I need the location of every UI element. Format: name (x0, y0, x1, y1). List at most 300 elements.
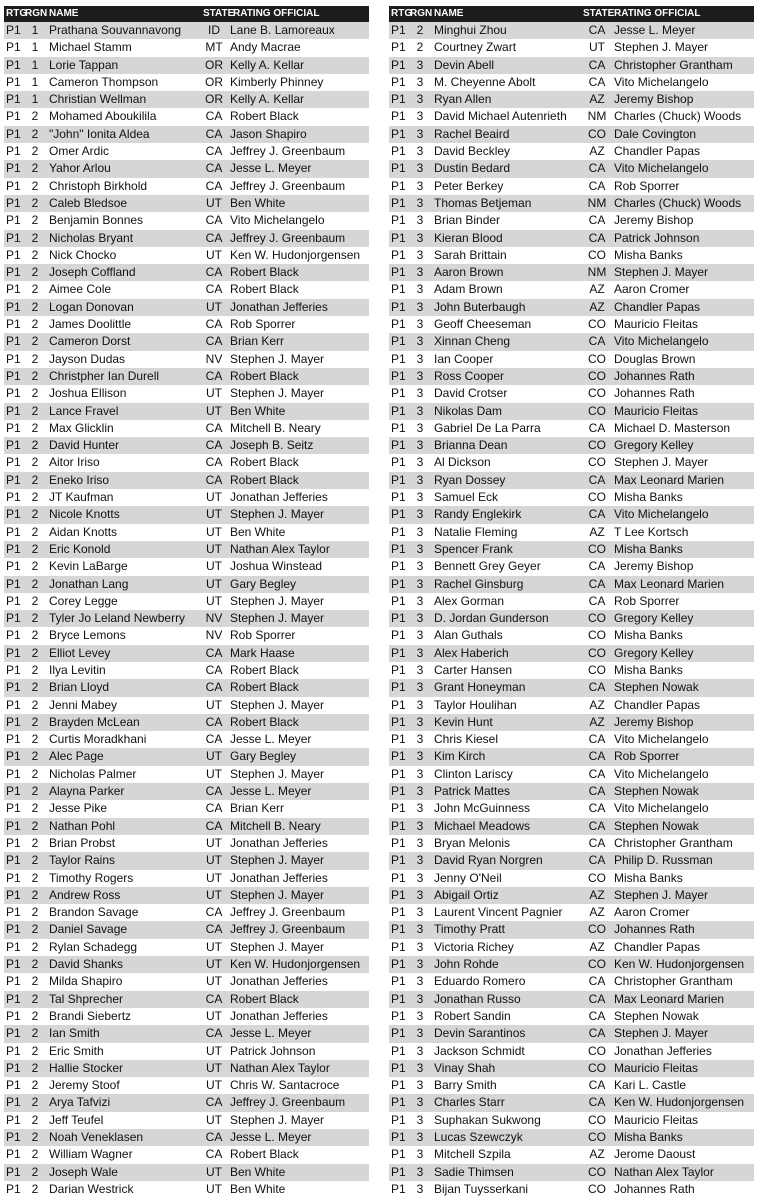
cell-state: CA (588, 23, 606, 37)
cell-name: Alex Haberich (434, 645, 509, 660)
cell-region: 3 (416, 541, 424, 556)
cell-official: Jesse L. Meyer (230, 161, 312, 176)
cell-rating: P1 (6, 714, 21, 729)
cell-rating: P1 (391, 714, 406, 729)
cell-region: 2 (31, 1078, 39, 1093)
cell-region: 2 (31, 1181, 39, 1196)
cell-rating: P1 (6, 265, 21, 280)
cell-rating: P1 (6, 109, 21, 124)
cell-region: 2 (31, 559, 39, 574)
cell-region: 1 (31, 23, 39, 37)
cell-state: UT (206, 593, 222, 608)
cell-name: Daniel Savage (49, 922, 128, 937)
cell-region: 2 (31, 1060, 39, 1075)
table-row (389, 852, 754, 869)
table-row (389, 956, 754, 973)
table-row (389, 1181, 754, 1198)
table-row (4, 39, 369, 56)
cell-region: 3 (416, 714, 424, 729)
cell-state: CA (205, 680, 223, 695)
table-row (389, 1164, 754, 1181)
cell-name: Arya Tafvizi (49, 1095, 111, 1110)
left-column (4, 6, 369, 1198)
cell-state: CA (588, 732, 606, 747)
cell-region: 3 (416, 1060, 424, 1075)
cell-official: Stephen J. Mayer (230, 939, 325, 954)
table-row (389, 1008, 754, 1025)
cell-rating: P1 (391, 1026, 406, 1041)
cell-region: 3 (416, 230, 424, 245)
cell-region: 3 (416, 1026, 424, 1041)
cell-state: NM (587, 195, 607, 210)
cell-name: Eduardo Romero (434, 974, 526, 989)
cell-name: Milda Shapiro (49, 974, 123, 989)
cell-official: Chandler Papas (614, 697, 701, 712)
cell-region: 2 (31, 974, 39, 989)
left-rows (4, 22, 369, 1198)
cell-rating: P1 (391, 92, 406, 107)
cell-state: CA (205, 645, 223, 660)
cell-name: Jeremy Stoof (49, 1078, 120, 1093)
cell-name: Grant Honeyman (434, 680, 526, 695)
cell-rating: P1 (6, 213, 21, 228)
cell-name: Nicholas Palmer (49, 766, 137, 781)
cell-state: CA (588, 74, 606, 89)
cell-official: Jonathan Jefferies (230, 490, 328, 505)
cell-state: CA (588, 576, 606, 591)
cell-rating: P1 (391, 1078, 406, 1093)
cell-name: Lorie Tappan (49, 57, 119, 72)
cell-name: D. Jordan Gunderson (434, 611, 549, 626)
right-rows (389, 22, 754, 1198)
cell-region: 1 (31, 57, 39, 72)
cell-rating: P1 (6, 611, 21, 626)
cell-rating: P1 (391, 939, 406, 954)
cell-state: CO (588, 386, 606, 401)
cell-name: Tyler Jo Leland Newberry (49, 611, 186, 626)
table-row (389, 489, 754, 506)
cell-name: Kevin Hunt (434, 714, 493, 729)
cell-official: Jeffrey J. Greenbaum (230, 922, 346, 937)
cell-name: Aitor Iriso (49, 455, 100, 470)
cell-rating: P1 (391, 541, 406, 556)
cell-state: CO (588, 455, 606, 470)
table-header (4, 6, 369, 22)
table-row (389, 160, 754, 177)
cell-name: Barry Smith (434, 1078, 497, 1093)
cell-rating: P1 (6, 835, 21, 850)
cell-name: Max Glicklin (49, 420, 114, 435)
cell-name: Caleb Bledsoe (49, 195, 128, 210)
table-row (389, 57, 754, 74)
cell-region: 1 (31, 74, 39, 89)
cell-official: Jason Shapiro (230, 126, 307, 141)
cell-state: CA (588, 1008, 606, 1023)
cell-state: CA (205, 317, 223, 332)
cell-region: 2 (31, 420, 39, 435)
cell-name: Logan Donovan (49, 299, 134, 314)
cell-official: Ken W. Hudonjorgensen (230, 957, 361, 972)
cell-official: Vito Michelangelo (614, 766, 709, 781)
cell-state: AZ (589, 282, 605, 297)
cell-rating: P1 (6, 541, 21, 556)
cell-rating: P1 (391, 161, 406, 176)
cell-name: Lucas Szewczyk (434, 1130, 523, 1144)
cell-state: AZ (589, 697, 605, 712)
cell-official: Misha Banks (614, 1130, 683, 1144)
cell-rating: P1 (6, 732, 21, 747)
cell-state: CA (205, 662, 223, 677)
cell-official: Rob Sporrer (614, 593, 680, 608)
cell-official: Mark Haase (230, 645, 295, 660)
cell-state: CA (205, 178, 223, 193)
cell-name: Brandon Savage (49, 905, 139, 920)
cell-state: CA (588, 559, 606, 574)
cell-region: 2 (31, 230, 39, 245)
cell-region: 2 (31, 386, 39, 401)
cell-state: CA (205, 991, 223, 1006)
cell-official: Misha Banks (614, 628, 683, 643)
cell-official: Patrick Johnson (614, 230, 700, 245)
table-row (4, 800, 369, 817)
cell-region: 3 (416, 1008, 424, 1023)
cell-state: CA (588, 57, 606, 72)
cell-rating: P1 (391, 784, 406, 799)
cell-name: Darian Westrick (49, 1181, 134, 1196)
table-row (389, 1129, 754, 1146)
cell-rating: P1 (391, 559, 406, 574)
cell-official: Chandler Papas (614, 939, 701, 954)
cell-rating: P1 (391, 922, 406, 937)
cell-official: Robert Black (230, 455, 299, 470)
cell-region: 3 (416, 161, 424, 176)
cell-name: Nathan Pohl (49, 818, 116, 833)
cell-state: CO (588, 628, 606, 643)
table-row (389, 593, 754, 610)
cell-name: Eric Smith (49, 1043, 104, 1058)
cell-state: CA (588, 334, 606, 349)
cell-official: Charles (Chuck) Woods (614, 195, 742, 210)
table-row (4, 887, 369, 904)
cell-official: Jesse L. Meyer (230, 732, 312, 747)
cell-region: 2 (31, 126, 39, 141)
cell-rating: P1 (6, 628, 21, 643)
cell-region: 2 (31, 455, 39, 470)
cell-name: Ryan Dossey (434, 472, 506, 487)
table-row (389, 800, 754, 817)
cell-region: 2 (31, 1008, 39, 1023)
table-row (389, 385, 754, 402)
cell-state: CA (205, 472, 223, 487)
cell-region: 3 (416, 126, 424, 141)
cell-rating: P1 (391, 438, 406, 453)
cell-rating: P1 (391, 749, 406, 764)
cell-name: John Buterbaugh (434, 299, 526, 314)
cell-rating: P1 (391, 835, 406, 850)
cell-region: 2 (31, 662, 39, 677)
cell-state: CA (205, 1130, 223, 1144)
cell-state: CA (205, 144, 223, 159)
table-row (389, 679, 754, 696)
cell-state: CO (588, 645, 606, 660)
cell-rating: P1 (391, 230, 406, 245)
cell-rating: P1 (391, 662, 406, 677)
cell-rating: P1 (6, 559, 21, 574)
table-row (4, 368, 369, 385)
right-column (389, 6, 754, 1198)
cell-official: Stephen J. Mayer (230, 853, 325, 868)
cell-name: Mitchell Szpila (434, 1147, 511, 1162)
cell-region: 3 (416, 749, 424, 764)
cell-region: 3 (416, 870, 424, 885)
cell-region: 2 (31, 438, 39, 453)
cell-name: James Doolittle (49, 317, 132, 332)
cell-name: David Shanks (49, 957, 124, 972)
cell-official: Vito Michelangelo (614, 732, 709, 747)
cell-official: Jeremy Bishop (614, 559, 694, 574)
cell-name: Sadie Thimsen (434, 1164, 514, 1179)
table-row (4, 697, 369, 714)
cell-name: Christpher Ian Durell (49, 368, 160, 383)
header-official: RATING OFFICIAL (233, 8, 320, 19)
cell-official: Robert Black (230, 1147, 299, 1162)
cell-name: Rachel Beaird (434, 126, 510, 141)
table-row (4, 74, 369, 91)
table-row (4, 627, 369, 644)
table-row (4, 489, 369, 506)
cell-state: CA (588, 1026, 606, 1041)
cell-state: CA (205, 282, 223, 297)
cell-official: Stephen Nowak (614, 784, 699, 799)
cell-region: 2 (31, 368, 39, 383)
cell-state: CA (205, 732, 223, 747)
cell-name: Jayson Dudas (49, 351, 126, 366)
cell-region: 2 (31, 247, 39, 262)
cell-rating: P1 (6, 1130, 21, 1144)
table-row (389, 333, 754, 350)
table-row (389, 230, 754, 247)
cell-official: Andy Macrae (230, 40, 301, 55)
cell-rating: P1 (391, 801, 406, 816)
cell-name: Christian Wellman (49, 92, 147, 107)
table-row (4, 1025, 369, 1042)
cell-name: Brian Binder (434, 213, 501, 228)
cell-official: Stephen J. Mayer (614, 1026, 709, 1041)
cell-state: CA (205, 1095, 223, 1110)
cell-rating: P1 (6, 1078, 21, 1093)
cell-rating: P1 (391, 1147, 406, 1162)
cell-official: Ben White (230, 1181, 286, 1196)
cell-official: Misha Banks (614, 490, 683, 505)
cell-rating: P1 (6, 1026, 21, 1041)
table-row (4, 195, 369, 212)
table-row (4, 299, 369, 316)
cell-rating: P1 (391, 1181, 406, 1196)
table-row (4, 281, 369, 298)
cell-state: AZ (589, 299, 605, 314)
table-row (389, 697, 754, 714)
cell-state: CO (588, 438, 606, 453)
cell-region: 2 (31, 732, 39, 747)
cell-official: Johannes Rath (614, 922, 695, 937)
cell-rating: P1 (391, 1164, 406, 1179)
cell-state: OR (205, 92, 223, 107)
cell-rating: P1 (391, 317, 406, 332)
cell-name: Jonathan Lang (49, 576, 129, 591)
cell-name: Timothy Pratt (434, 922, 505, 937)
cell-official: Jesse L. Meyer (230, 1130, 312, 1144)
table-row (4, 921, 369, 938)
cell-official: Stephen Nowak (614, 1008, 699, 1023)
table-row (389, 39, 754, 56)
cell-state: UT (206, 386, 222, 401)
cell-region: 3 (416, 1164, 424, 1179)
cell-region: 2 (31, 818, 39, 833)
cell-official: Jonathan Jefferies (230, 1008, 328, 1023)
cell-region: 2 (31, 472, 39, 487)
cell-official: Mauricio Fleitas (614, 1112, 699, 1127)
cell-region: 2 (31, 922, 39, 937)
cell-name: Jenny O'Neil (434, 870, 502, 885)
cell-name: JT Kaufman (49, 490, 114, 505)
cell-rating: P1 (391, 1112, 406, 1127)
table-row (389, 835, 754, 852)
cell-rating: P1 (391, 974, 406, 989)
table-row (4, 1112, 369, 1129)
cell-official: Vito Michelangelo (614, 74, 709, 89)
cell-name: Brianna Dean (434, 438, 508, 453)
cell-rating: P1 (6, 991, 21, 1006)
cell-region: 3 (416, 403, 424, 418)
cell-official: Robert Black (230, 282, 299, 297)
cell-region: 3 (416, 922, 424, 937)
cell-region: 3 (416, 1147, 424, 1162)
cell-rating: P1 (6, 593, 21, 608)
cell-rating: P1 (391, 368, 406, 383)
cell-state: CA (588, 853, 606, 868)
cell-rating: P1 (391, 23, 406, 37)
cell-rating: P1 (6, 247, 21, 262)
cell-state: CA (588, 680, 606, 695)
table-row (4, 783, 369, 800)
cell-name: Corey Legge (49, 593, 118, 608)
table-row (4, 1094, 369, 1111)
cell-name: Taylor Rains (49, 853, 116, 868)
table-row (389, 437, 754, 454)
cell-state: UT (206, 195, 222, 210)
table-row (389, 195, 754, 212)
table-row (389, 247, 754, 264)
table-row (4, 1060, 369, 1077)
cell-name: Michael Meadows (434, 818, 531, 833)
table-row (4, 1129, 369, 1146)
table-row (389, 454, 754, 471)
cell-state: UT (206, 853, 222, 868)
cell-rating: P1 (6, 766, 21, 781)
cell-region: 2 (31, 784, 39, 799)
cell-rating: P1 (6, 749, 21, 764)
cell-region: 2 (31, 853, 39, 868)
cell-region: 3 (416, 386, 424, 401)
table-row (4, 230, 369, 247)
cell-name: David Crotser (434, 386, 508, 401)
cell-rating: P1 (391, 144, 406, 159)
cell-region: 2 (31, 490, 39, 505)
cell-state: CO (588, 1164, 606, 1179)
table-row (389, 645, 754, 662)
cell-official: Jeffrey J. Greenbaum (230, 905, 346, 920)
cell-official: Mauricio Fleitas (614, 403, 699, 418)
cell-name: Taylor Houlihan (434, 697, 517, 712)
cell-region: 2 (31, 1043, 39, 1058)
cell-region: 2 (31, 213, 39, 228)
cell-official: Michael D. Masterson (614, 420, 731, 435)
table-row (4, 576, 369, 593)
cell-state: CA (205, 230, 223, 245)
cell-official: Brian Kerr (230, 334, 285, 349)
cell-official: Jeffrey J. Greenbaum (230, 178, 346, 193)
cell-name: Ian Cooper (434, 351, 494, 366)
table-row (4, 610, 369, 627)
cell-name: Brandi Siebertz (49, 1008, 132, 1023)
cell-region: 3 (416, 628, 424, 643)
table-row (4, 403, 369, 420)
cell-rating: P1 (391, 611, 406, 626)
cell-state: UT (206, 1008, 222, 1023)
cell-name: Devin Sarantinos (434, 1026, 526, 1041)
cell-name: Aimee Cole (49, 282, 112, 297)
cell-name: Joshua Ellison (49, 386, 127, 401)
cell-rating: P1 (391, 1130, 406, 1144)
cell-region: 2 (416, 40, 424, 55)
cell-region: 3 (416, 92, 424, 107)
cell-official: Gregory Kelley (614, 611, 694, 626)
cell-region: 2 (31, 1147, 39, 1162)
cell-rating: P1 (391, 299, 406, 314)
cell-region: 3 (416, 801, 424, 816)
cell-state: CO (588, 922, 606, 937)
cell-rating: P1 (391, 697, 406, 712)
table-row (389, 299, 754, 316)
cell-region: 3 (416, 1043, 424, 1058)
cell-name: Brian Lloyd (49, 680, 110, 695)
cell-region: 3 (416, 247, 424, 262)
table-row (389, 351, 754, 368)
table-row (389, 403, 754, 420)
cell-state: AZ (589, 905, 605, 920)
cell-name: Jonathan Russo (434, 991, 521, 1006)
cell-region: 2 (31, 351, 39, 366)
cell-rating: P1 (6, 905, 21, 920)
cell-state: UT (206, 403, 222, 418)
table-row (4, 1043, 369, 1060)
cell-state: CA (205, 1026, 223, 1041)
cell-state: UT (206, 1181, 222, 1196)
table-row (4, 766, 369, 783)
cell-name: Spencer Frank (434, 541, 513, 556)
cell-state: CA (205, 213, 223, 228)
cell-official: Rob Sporrer (614, 178, 680, 193)
cell-region: 3 (416, 507, 424, 522)
cell-region: 3 (416, 1095, 424, 1110)
table-row (389, 714, 754, 731)
cell-official: Robert Black (230, 680, 299, 695)
cell-rating: P1 (391, 991, 406, 1006)
cell-state: UT (206, 766, 222, 781)
cell-state: NV (205, 351, 223, 366)
cell-state: CA (205, 905, 223, 920)
cell-official: Stephen J. Mayer (230, 887, 325, 902)
